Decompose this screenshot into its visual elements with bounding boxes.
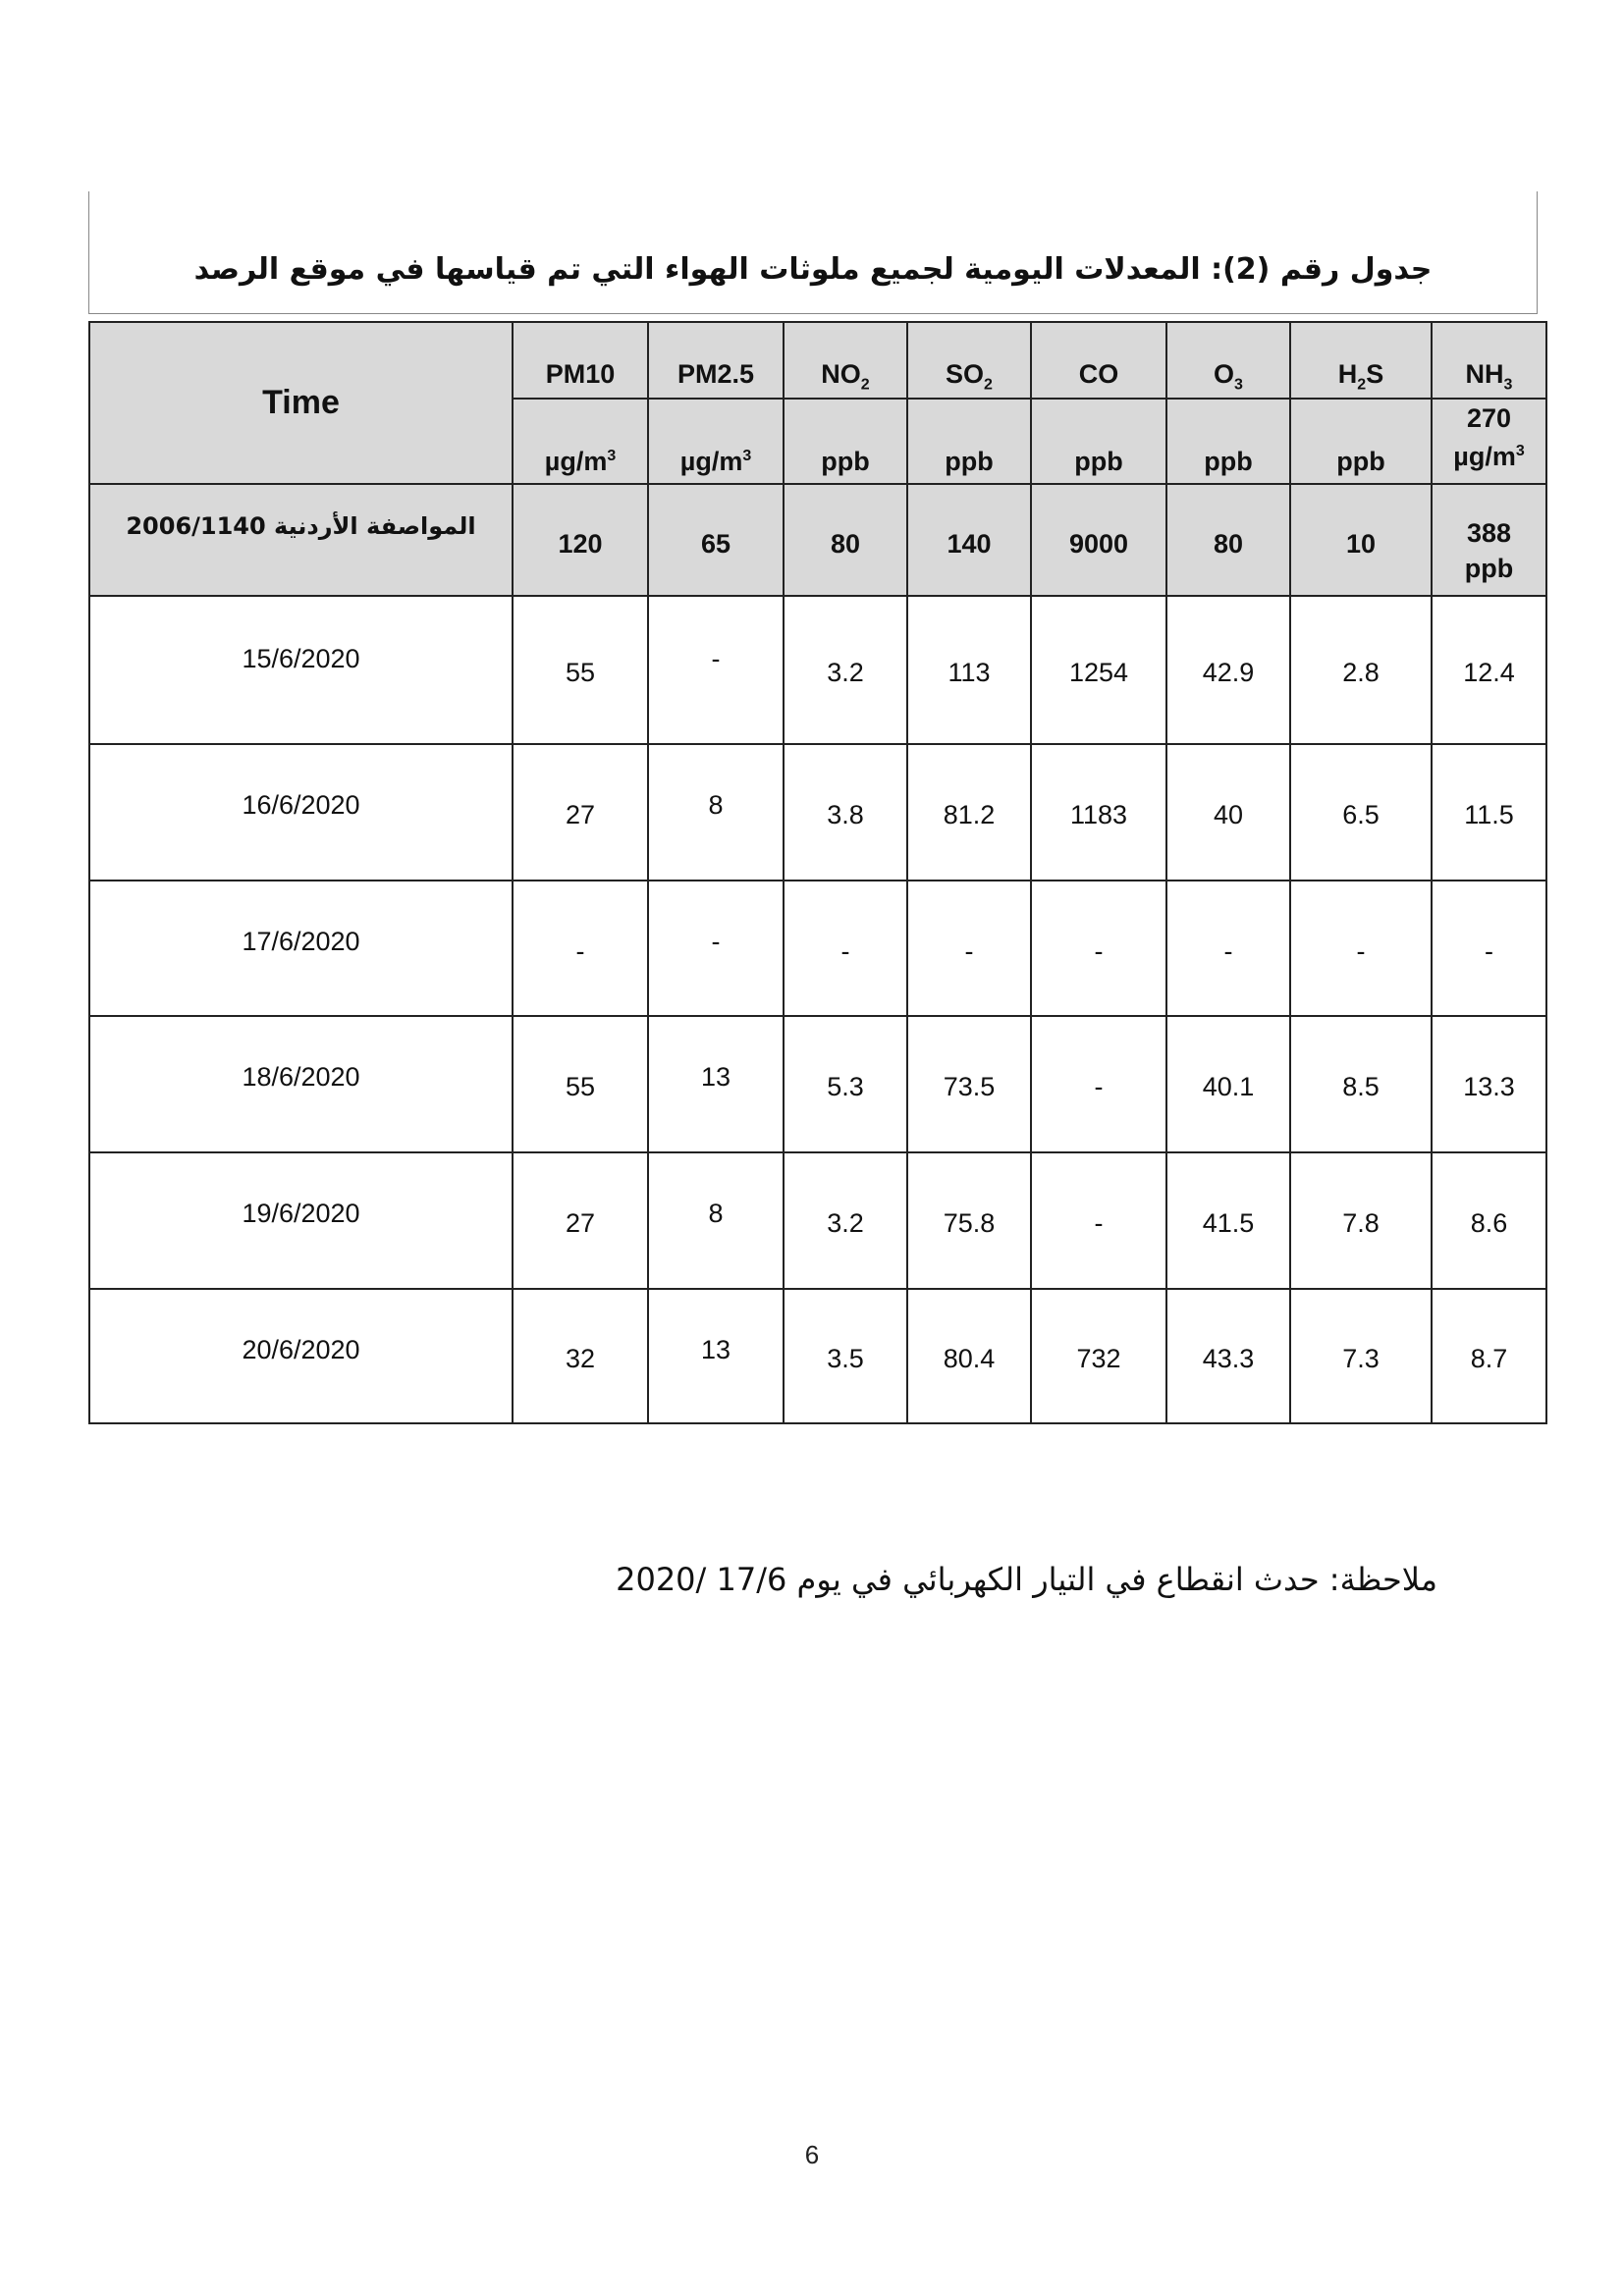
table-row [89, 744, 1546, 881]
date-cell: 17/6/2020 [89, 881, 513, 1016]
value-cell: - [1290, 881, 1432, 1016]
value-cell: 2.8 [1290, 596, 1432, 744]
value-cell: 42.9 [1166, 596, 1290, 744]
value-cell: 113 [907, 596, 1031, 744]
standard-row [89, 484, 1546, 596]
value-cell: 3.2 [784, 1152, 907, 1289]
standard-value: 9000 [1031, 484, 1166, 596]
value-cell: 12.4 [1432, 596, 1546, 744]
unit-h2s: ppb [1290, 399, 1432, 484]
header-row-names [89, 322, 1546, 399]
value-cell: 8 [648, 744, 784, 881]
value-cell: 3.5 [784, 1289, 907, 1423]
value-cell: 3.8 [784, 744, 907, 881]
value-cell: 41.5 [1166, 1152, 1290, 1289]
value-cell: - [1031, 1152, 1166, 1289]
unit-pm25: $\mu g/m^3$ [648, 399, 784, 484]
value-cell: - [513, 881, 648, 1016]
value-cell: 81.2 [907, 744, 1031, 881]
standard-value: 80 [1166, 484, 1290, 596]
value-cell: 8.5 [1290, 1016, 1432, 1152]
value-cell: 13.3 [1432, 1016, 1546, 1152]
value-cell: 80.4 [907, 1289, 1031, 1423]
standard-value: 10 [1290, 484, 1432, 596]
value-cell: 1183 [1031, 744, 1166, 881]
value-cell: 6.5 [1290, 744, 1432, 881]
standard-value: 120 [513, 484, 648, 596]
standard-value: 65 [648, 484, 784, 596]
value-cell: 3.2 [784, 596, 907, 744]
date-cell: 20/6/2020 [89, 1289, 513, 1423]
value-cell: 55 [513, 1016, 648, 1152]
pollutant-name-h2s: $H_2S$ [1290, 322, 1432, 399]
unit-pm10: $\mu g/m^3$ [513, 399, 648, 484]
page-number: 6 [804, 2140, 820, 2169]
table-row [89, 1289, 1546, 1423]
table-caption: جدول رقم (2): المعدلات اليومية لجميع ملوثات الهواء التي تم قياسها في موقع الرصد [193, 252, 1433, 287]
unit-nh3-value: 270 [1466, 403, 1512, 433]
value-cell: 7.8 [1290, 1152, 1432, 1289]
value-cell: 8.7 [1432, 1289, 1546, 1423]
value-cell: 11.5 [1432, 744, 1546, 881]
unit-no2: ppb [784, 399, 907, 484]
date-cell: 19/6/2020 [89, 1152, 513, 1289]
value-cell: - [784, 881, 907, 1016]
pollutant-name-nh3: $NH_3$ [1432, 322, 1546, 399]
power-outage-note: ملاحظة: حدث انقطاع في التيار الكهربائي في يوم 17/6 /2020 [616, 1561, 1437, 1598]
value-cell: 1254 [1031, 596, 1166, 744]
date-cell: 18/6/2020 [89, 1016, 513, 1152]
value-cell: - [1432, 881, 1546, 1016]
value-cell: 27 [513, 1152, 648, 1289]
value-cell: 7.3 [1290, 1289, 1432, 1423]
standard-value-nh3: 388 ppb [1432, 484, 1546, 596]
pollutant-name-so2: $SO_2$ [907, 322, 1031, 399]
value-cell: 40 [1166, 744, 1290, 881]
pollutant-name-co: CO [1031, 322, 1166, 399]
value-cell: - [648, 596, 784, 744]
value-cell: 13 [648, 1289, 784, 1423]
value-cell: 43.3 [1166, 1289, 1290, 1423]
standard-value: 80 [784, 484, 907, 596]
value-cell: - [1031, 881, 1166, 1016]
pollutant-name-no2: $NO_2$ [784, 322, 907, 399]
date-cell: 16/6/2020 [89, 744, 513, 881]
standard-label: المواصفة الأردنية 2006/1140 [89, 484, 513, 596]
value-cell: 73.5 [907, 1016, 1031, 1152]
value-cell: 13 [648, 1016, 784, 1152]
value-cell: 5.3 [784, 1016, 907, 1152]
table-row [89, 1016, 1546, 1152]
pollutant-name-pm10: PM10 [513, 322, 648, 399]
value-cell: - [1166, 881, 1290, 1016]
table-row [89, 881, 1546, 1016]
date-cell: 15/6/2020 [89, 596, 513, 744]
value-cell: - [907, 881, 1031, 1016]
pollutants-table [88, 321, 1547, 1424]
value-cell: 55 [513, 596, 648, 744]
table-row [89, 596, 1546, 744]
value-cell: 40.1 [1166, 1016, 1290, 1152]
unit-nh3: 270 $\mu g/m^3$ [1432, 399, 1546, 484]
unit-o3: ppb [1166, 399, 1290, 484]
value-cell: 8.6 [1432, 1152, 1546, 1289]
time-header: Time [89, 322, 513, 484]
value-cell: 32 [513, 1289, 648, 1423]
pollutant-name-o3: $O_3$ [1166, 322, 1290, 399]
value-cell: 27 [513, 744, 648, 881]
unit-co: ppb [1031, 399, 1166, 484]
value-cell: 8 [648, 1152, 784, 1289]
value-cell: - [648, 881, 784, 1016]
value-cell: - [1031, 1016, 1166, 1152]
unit-so2: ppb [907, 399, 1031, 484]
table-row [89, 1152, 1546, 1289]
value-cell: 75.8 [907, 1152, 1031, 1289]
value-cell: 732 [1031, 1289, 1166, 1423]
pollutant-name-pm25: PM2.5 [648, 322, 784, 399]
table-caption-box [88, 191, 1538, 314]
standard-value: 140 [907, 484, 1031, 596]
